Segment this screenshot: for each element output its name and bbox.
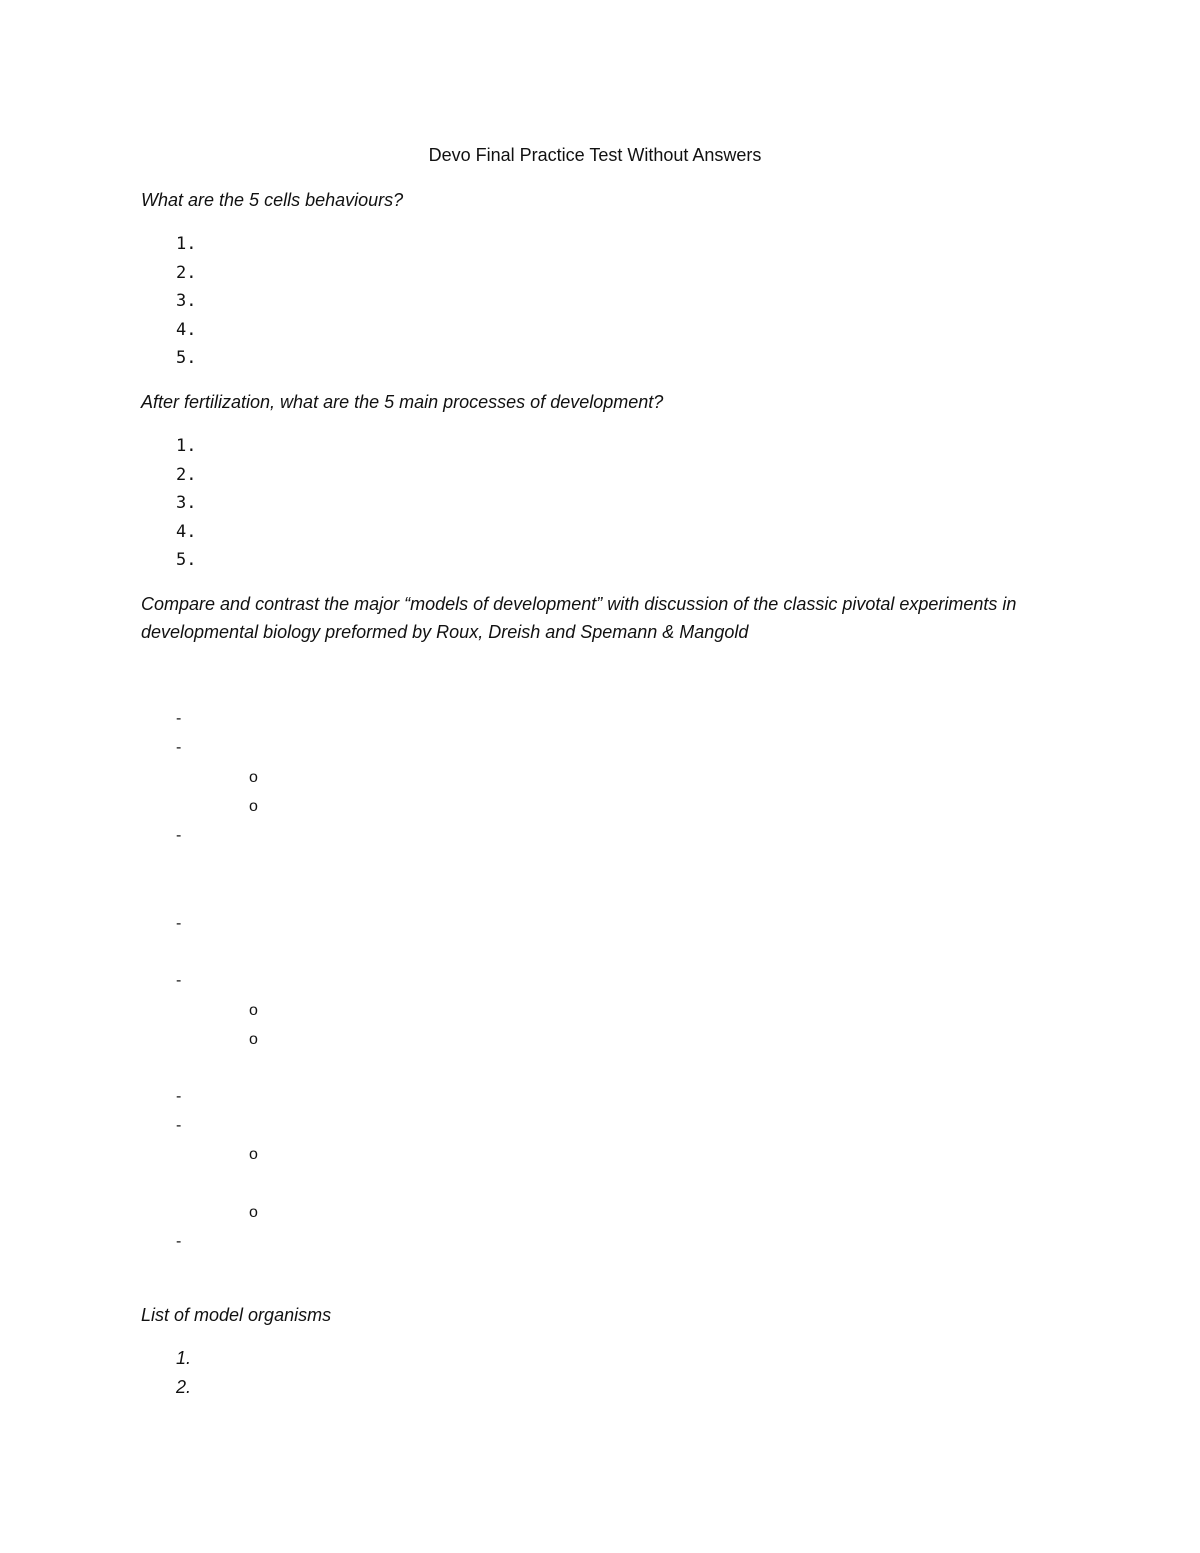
dash-bullet: - [176, 915, 182, 932]
circle-bullet: o [249, 1031, 258, 1048]
circle-bullet: o [249, 769, 258, 786]
circle-bullet: o [249, 1146, 258, 1163]
list-item: 1. [176, 436, 197, 456]
list-item: 2. [176, 1377, 192, 1397]
dash-bullet: - [176, 1117, 182, 1134]
list-item: 4. [176, 320, 197, 340]
dash-bullet: - [176, 1233, 182, 1250]
question-model-organisms: List of model organisms [141, 1305, 332, 1325]
circle-bullet: o [249, 1204, 258, 1221]
list-item: 4. [176, 522, 197, 542]
dash-bullet: - [176, 827, 182, 844]
question-processes-of-development: After fertilization, what are the 5 main processes of development? [141, 392, 664, 412]
list-item: 2. [176, 263, 197, 283]
circle-bullet: o [249, 798, 258, 815]
dash-bullet: - [176, 739, 182, 756]
list-item: 3. [176, 291, 197, 311]
question-models-of-development: Compare and contrast the major “models of development” with discussion of the classic pivotal experiments in developmental biology preformed by Roux, Dreish and Spemann & Mangold [141, 594, 1017, 642]
list-item: 5. [176, 348, 197, 368]
list-item: 5. [176, 550, 197, 570]
dash-bullet: - [176, 1088, 182, 1105]
list-item: 3. [176, 493, 197, 513]
dash-bullet: - [176, 972, 182, 989]
circle-bullet: o [249, 1002, 258, 1019]
list-item: 1. [176, 1348, 192, 1368]
dash-bullet: - [176, 710, 182, 727]
list-item: 2. [176, 465, 197, 485]
page-title: Devo Final Practice Test Without Answers [428, 145, 762, 165]
list-item: 1. [176, 234, 197, 254]
question-cell-behaviours: What are the 5 cells behaviours? [141, 190, 404, 210]
